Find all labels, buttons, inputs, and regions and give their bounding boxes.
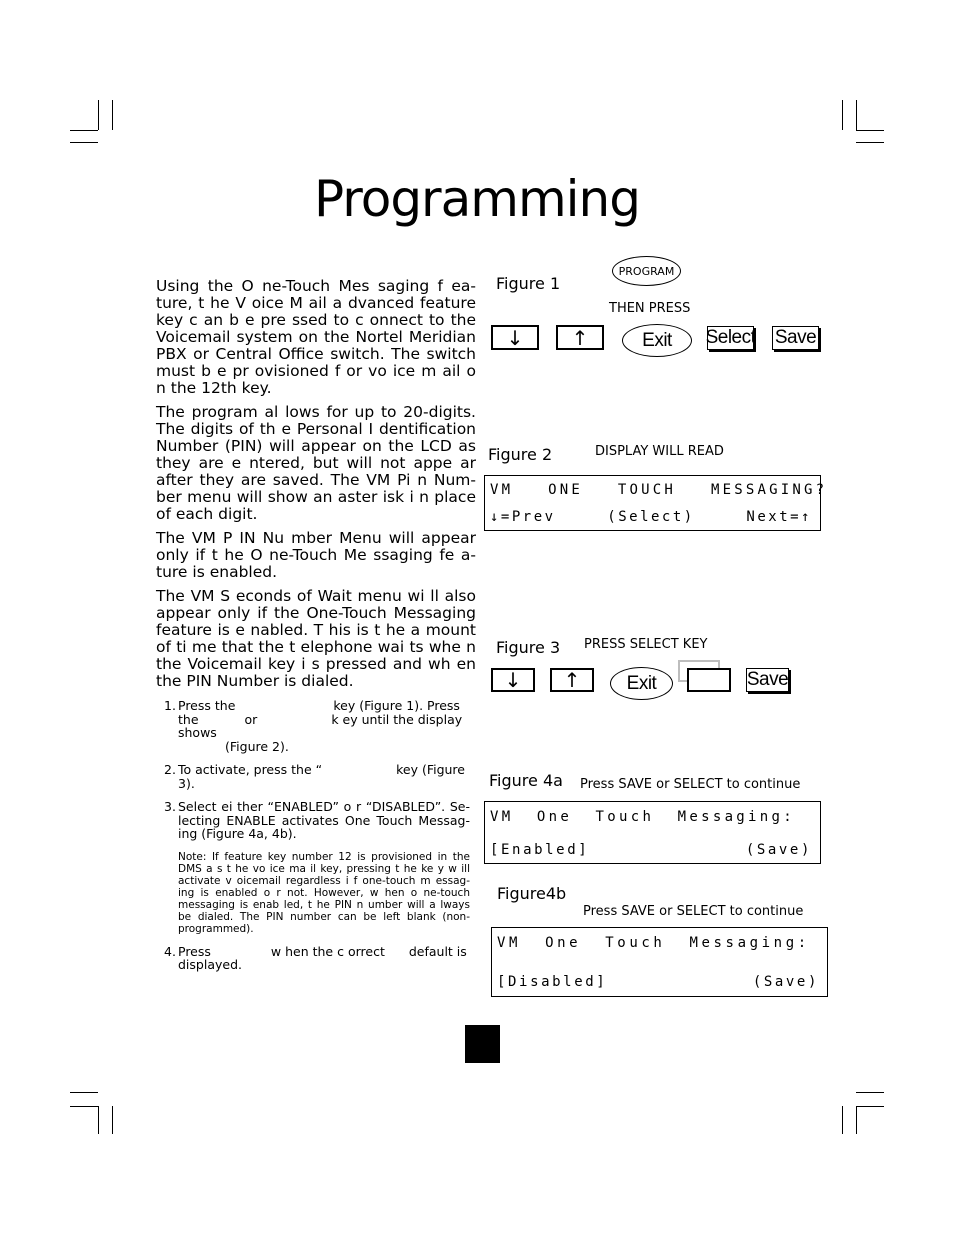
- lcd-line1: VM One Touch Messaging:: [497, 935, 810, 951]
- up-arrow-key[interactable]: ↑: [556, 325, 604, 350]
- figure4b-caption: Press SAVE or SELECT to continue: [583, 904, 804, 919]
- body-text: [156, 278, 476, 697]
- figure4a-caption: Press SAVE or SELECT to continue: [580, 777, 801, 792]
- save-key[interactable]: Save: [746, 669, 789, 690]
- figure1-label: Figure 1: [496, 274, 561, 293]
- figure1-caption: THEN PRESS: [609, 301, 691, 316]
- figure2-caption: DISPLAY WILL READ: [595, 444, 724, 459]
- figure2-label: Figure 2: [488, 445, 553, 464]
- lcd-line1: VM ONE TOUCH MESSAGING?: [490, 482, 828, 498]
- lcd-save: (Save): [745, 842, 812, 858]
- save-key[interactable]: Save: [772, 326, 819, 350]
- page-title: Programming: [314, 170, 640, 228]
- steps-list: [164, 699, 470, 982]
- paragraph-pin: The program al lows for up to 20-digits. The digits of th e Personal I dentification Number (PIN) will appear on the LCD as they are e ntered, but will not appe ar after they are saved. The VM Pi n Num-ber menu will show an aster isk i n place of each digit.: [156, 403, 476, 523]
- step-2: 2. To activate, press the “ key (Figure 3).: [164, 762, 465, 791]
- lcd-next: Next=↑: [746, 509, 812, 525]
- exit-key[interactable]: Exit: [622, 324, 692, 357]
- down-arrow-key[interactable]: ↓: [491, 668, 535, 692]
- paragraph-intro: Using the O ne-Touch Mes saging f ea-ture, t he V oice M ail a dvanced feature key c an b e pre ssed to c onnect to the Voicemail system on the Nortel Meridian PBX or Central Office switch. The switch must b e pr ovisioned f or vo ice m ail o n the 12th key.: [156, 277, 476, 397]
- paragraph-pin-menu: The VM P IN Nu mber Menu will appear only if t he O ne-Touch Me ssaging fe a-ture is enabled.: [156, 529, 476, 581]
- figure3-caption: PRESS SELECT KEY: [584, 637, 708, 652]
- step-4: 4. Press w hen the c orrect default is displayed.: [164, 943, 467, 972]
- lcd-display-figure4b: [491, 927, 828, 997]
- lcd-save: (Save): [752, 974, 819, 990]
- lcd-select: (Select): [607, 509, 695, 525]
- note-text: Note: If feature key number 12 is provisioned in the DMS a s t he vo ice ma il key, pressing t he ke y w ill activate v oicemail regardless i f one-touch m essag-ing is enabled o r not. However, w hen o ne-touch messaging is enab led, t he PIN n umber will a lways be dialed. The PIN number can be left blank (non-programmed).: [178, 850, 470, 935]
- figure3-label: Figure 3: [496, 638, 561, 657]
- down-arrow-key[interactable]: ↓: [491, 325, 539, 350]
- lcd-line1: VM One Touch Messaging:: [490, 809, 795, 825]
- lcd-enabled: [Enabled]: [490, 842, 590, 858]
- step-1: 1. Press the key (Figure 1). Press the or k ey until the display shows (Figure 2).: [164, 698, 463, 754]
- page-number-block: [465, 1025, 500, 1063]
- exit-key[interactable]: Exit: [610, 667, 673, 700]
- lcd-display-figure4a: [484, 801, 821, 864]
- select-key[interactable]: Select: [705, 327, 756, 348]
- lcd-disabled: [Disabled]: [497, 974, 608, 990]
- program-key[interactable]: PROGRAM: [612, 256, 681, 286]
- up-arrow-key[interactable]: ↑: [550, 668, 594, 692]
- figure4a-label: Figure 4a: [489, 771, 563, 790]
- select-key[interactable]: [687, 668, 731, 692]
- paragraph-seconds-wait: The VM S econds of Wait menu wi ll also appear only if the One-Touch Messaging feature is e nabled. T his is t he a mount of ti me that the t elephone wai ts whe n the Voicemail key i s pressed and wh en the PIN Number is dialed.: [156, 587, 476, 690]
- figure4b-label: Figure4b: [497, 884, 567, 903]
- step-3: 3. Select ei ther “ENABLED” o r “DISABLED”. Se-lecting ENABLE activates One Touch Messag-ing (Figure 4a, 4b).: [164, 799, 470, 841]
- lcd-display-figure2: [484, 475, 828, 531]
- lcd-prev: ↓=Prev: [490, 509, 556, 525]
